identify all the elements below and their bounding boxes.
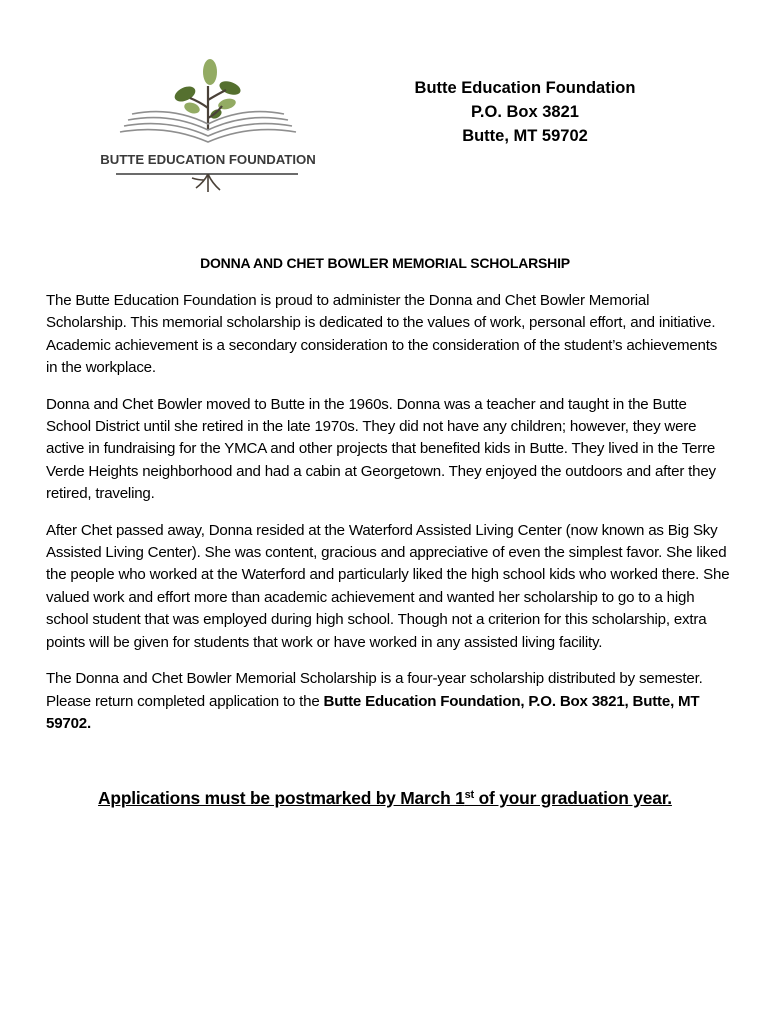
address-line-2: P.O. Box 3821 (471, 103, 579, 121)
paragraph-donna: After Chet passed away, Donna resided at the Waterford Assisted Living Center (now known as Big Sky Assisted Living Center). She was content, gracious and appreciative of even the simplest favor. She liked the people who worked at the Waterford and particularly liked the high school kids who worked there. She valued work and effort more than academic achievement and wanted her scholarship to go to a high school student that was employed during high school. Though not a criterion for this scholarship, extra points will be given for students that work or have worked in any assisted living facility. (46, 521, 730, 651)
address-line-3: Butte, MT 59702 (462, 127, 588, 145)
tree-book-logo-icon (100, 56, 316, 196)
deadline-text-start: Applications must be postmarked by March 1 (98, 788, 465, 808)
paragraph-history: Donna and Chet Bowler moved to Butte in the 1960s. Donna was a teacher and taught in the Butte School District until she retired in the late 1970s. They did not have any children; however, they were active in fundraising for the YMCA and other projects that benefited kids in Butte. They lived in the Terre Verde Heights neighborhood and had a cabin at Georgetown. They enjoyed the outdoors and after they retired, traveling. (46, 395, 716, 503)
tree-roots (192, 174, 220, 192)
logo-lettering: BUTTE EDUCATION FOUNDATION (100, 152, 316, 167)
return-address: Butte Education Foundation, P.O. Box 3821, Butte, MT 59702. (46, 692, 700, 732)
deadline-notice (0, 785, 770, 811)
leaf-left-upper (172, 83, 197, 104)
paragraph-return-info (46, 668, 732, 735)
document-body (46, 290, 732, 735)
address-line-1: Butte Education Foundation (414, 79, 636, 97)
deadline-superscript: st (464, 789, 474, 801)
scholarship-title: DONNA AND CHET BOWLER MEMORIAL SCHOLARSHIP (200, 255, 570, 271)
return-info-text: The Donna and Chet Bowler Memorial Scholarship is a four-year scholarship distributed by semester. Please return completed application to the (46, 670, 703, 710)
paragraph-intro: The Butte Education Foundation is proud to administer the Donna and Chet Bowler Memorial Scholarship. This memorial scholarship is dedicated to the values of work, personal effort, and initiative. Academic achievement is a secondary consideration to the consideration of the student’s achievements in the workplace. (46, 292, 718, 377)
deadline-text-end: of your graduation year. (474, 788, 672, 808)
foundation-address (360, 76, 690, 148)
foundation-logo (100, 56, 316, 196)
leaf-top (203, 59, 217, 85)
leaf-right-upper (218, 79, 243, 98)
